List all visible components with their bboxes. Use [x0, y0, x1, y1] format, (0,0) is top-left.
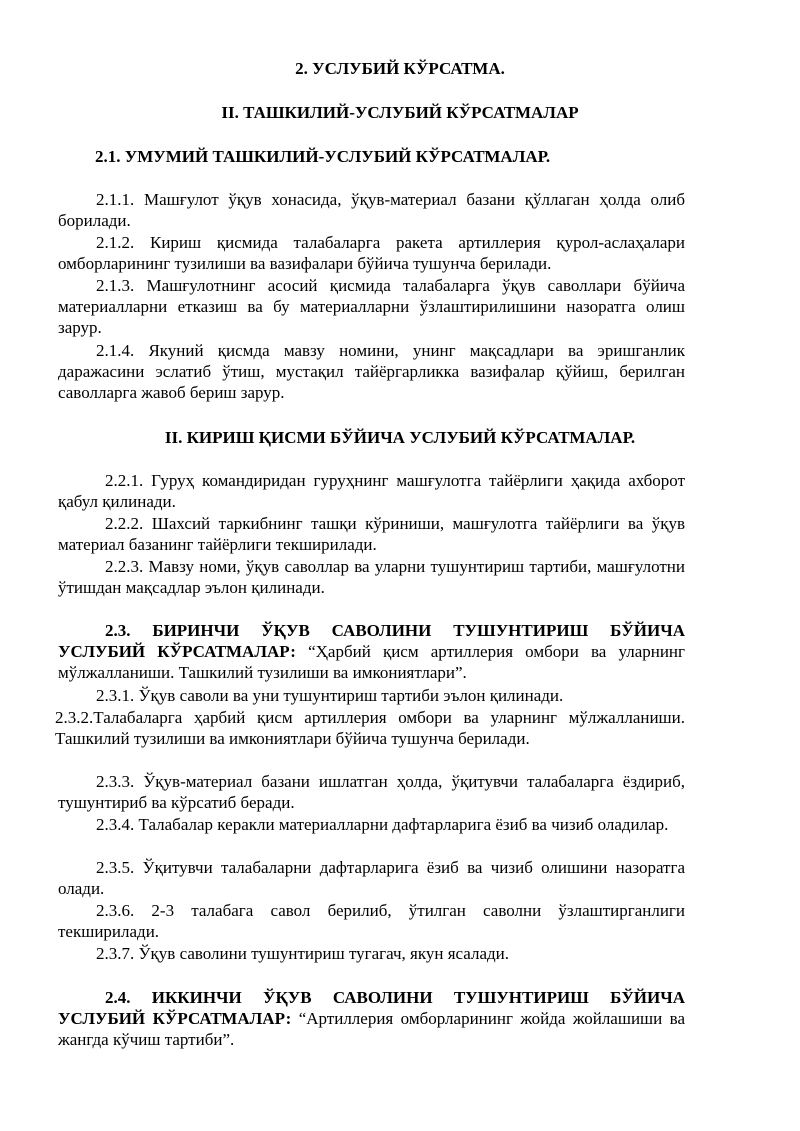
heading-2-4 [58, 987, 685, 1050]
paragraph-2-1-1: 2.1.1. Машғулот ўқув хонасида, ўқув-материал базани қўллаган ҳолда олиб борилади. [58, 190, 685, 230]
paragraph-2-1-2: 2.1.2. Кириш қисмида талабаларга ракета артиллерия қурол-аслаҳалари омборларининг тузилиши ва вазифалари бўйича тушунча берилади. [58, 233, 685, 273]
paragraph-2-2-2: 2.2.2. Шахсий таркибнинг ташқи кўриниши, машғулотга тайёрлиги ва ўқув материал базанинг тайёрлиги текширилади. [58, 514, 685, 554]
paragraph-2-3-7: 2.3.7. Ўқув саволини тушунтириш тугагач, якун ясалади. [96, 944, 510, 963]
paragraph-2-3-6: 2.3.6. 2-3 талабага савол берилиб, ўтилган саволни ўзлаштирганлиги текширилади. [58, 901, 685, 941]
paragraph-2-3-3: 2.3.3. Ўқув-материал базани ишлатган ҳолда, ўқитувчи талабаларга ёздириб, тушунтириб ва кўрсатиб беради. [58, 772, 685, 812]
heading-2-4-topic: “Артиллерия омборларининг жойда жойлашиши ва жангда кўчиш тартиби”. [58, 1009, 686, 1049]
paragraph-2-3-1: 2.3.1. Ўқув саволи ва уни тушунтириш тартиби эълон қилинади. [96, 686, 564, 705]
paragraph-2-2-1: 2.2.1. Гуруҳ командиридан гуруҳнинг машғулотга тайёрлиги ҳақида ахборот қабул қилинади. [58, 471, 685, 511]
paragraph-2-1-4: 2.1.4. Якуний қисмда мавзу номини, унинг мақсадлари ва эришганлик даражасини эслатиб ўтиш, мустақил тайёргарликка вазифалар қўйиш, берилган саволларга жавоб бериш зарур. [58, 341, 685, 402]
paragraph-2-1-3: 2.1.3. Машғулотнинг асосий қисмида талабаларга ўқув саволлари бўйича материалларни етказиш ва бу материалларни ўзлаштирилишини назоратга олиш зарур. [58, 276, 685, 337]
paragraph-2-3-5: 2.3.5. Ўқитувчи талабаларни дафтарларига ёзиб ва чизиб олишини назоратга олади. [58, 858, 685, 898]
section-title: II. ТАШКИЛИЙ-УСЛУБИЙ КЎРСАТМАЛАР [221, 103, 579, 122]
paragraph-2-2-3: 2.2.3. Мавзу номи, ўқув саволлар ва уларни тушунтириш тартиби, машғулотни ўтишдан мақсадлар эълон қилинади. [58, 557, 685, 597]
heading-2-2: II. КИРИШ ҚИСМИ БЎЙИЧА УСЛУБИЙ КЎРСАТМАЛАР. [164, 428, 636, 447]
heading-2-3-topic: “Ҳарбий қисм артиллерия омбори ва уларнинг мўлжалланиши. Ташкилий тузилиши ва имкониятлари”. [58, 642, 685, 682]
document-title: 2. УСЛУБИЙ КЎРСАТМА. [295, 59, 505, 78]
heading-2-3 [58, 620, 685, 683]
heading-2-1: 2.1. УМУМИЙ ТАШКИЛИЙ-УСЛУБИЙ КЎРСАТМАЛАР. [95, 147, 551, 166]
heading-2-4-bold: 2.4. ИККИНЧИ ЎҚУВ САВОЛИНИ ТУШУНТИРИШ БЎЙИЧА УСЛУБИЙ КЎРСАТМАЛАР: [58, 988, 685, 1028]
paragraph-2-3-2: 2.3.2.Талабаларга ҳарбий қисм артиллерия омбори ва уларнинг мўлжалланиши. Ташкилий тузилиши ва имкониятлари бўйича тушунча берилади. [55, 708, 685, 748]
paragraph-2-3-4: 2.3.4. Талабалар керакли материалларни дафтарларига ёзиб ва чизиб оладилар. [96, 815, 669, 834]
heading-2-3-bold: 2.3. БИРИНЧИ ЎҚУВ САВОЛИНИ ТУШУНТИРИШ БЎЙИЧА УСЛУБИЙ КЎРСАТМАЛАР: [58, 621, 685, 661]
